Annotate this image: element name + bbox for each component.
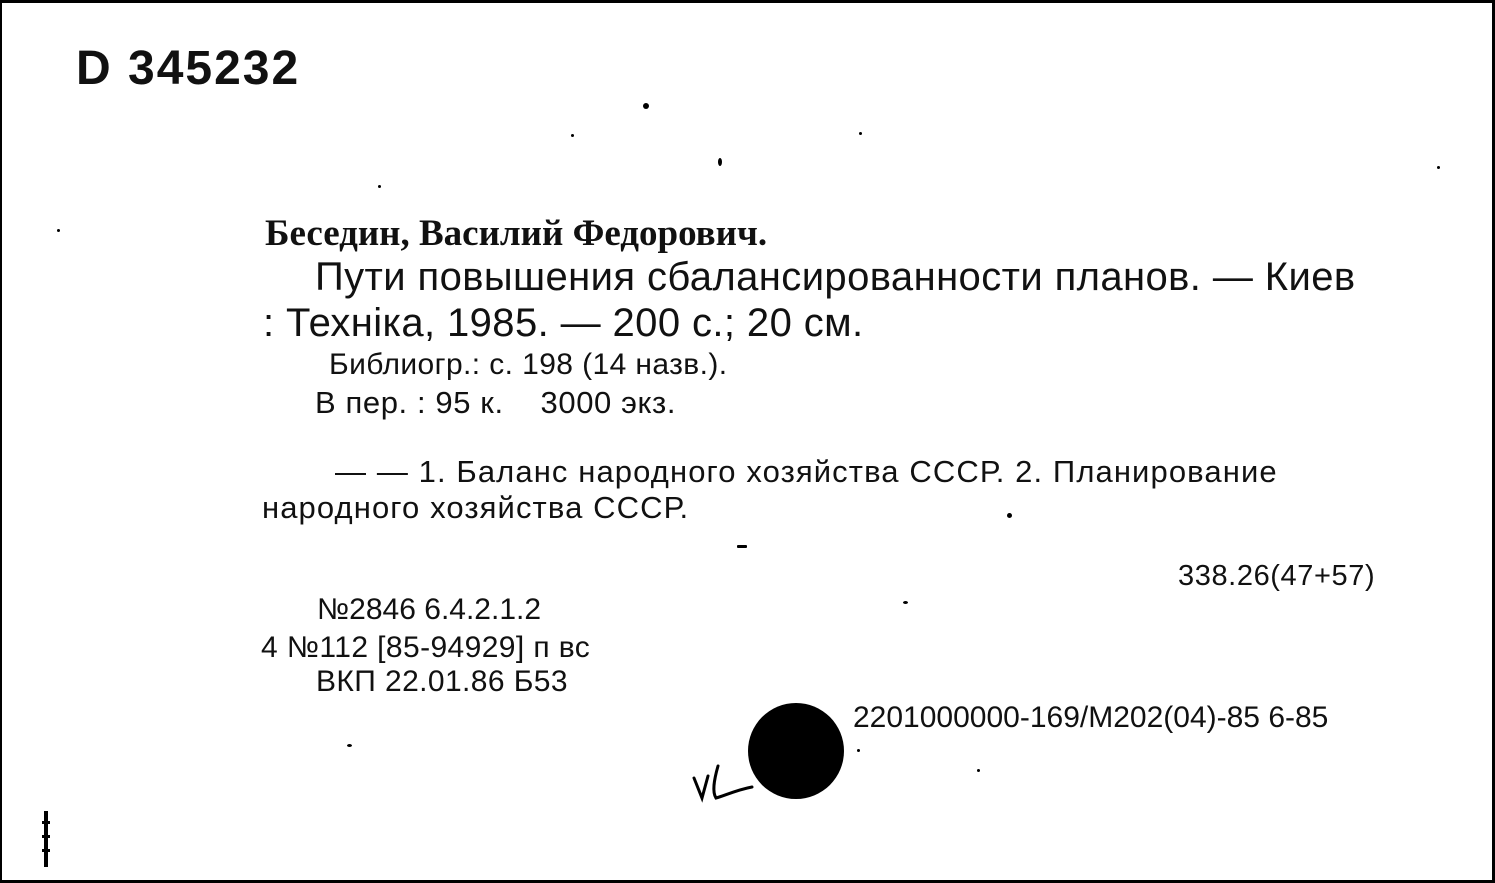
price-copies-note: В пер. : 95 к. 3000 экз.: [315, 385, 677, 420]
dust-speck: [977, 769, 980, 772]
dust-speck: [718, 158, 722, 166]
author-heading: Беседин, Василий Федорович.: [265, 213, 768, 254]
udc-classification: 338.26(47+57): [1178, 560, 1376, 592]
dust-speck: [571, 134, 574, 137]
bibliography-note: Библиогр.: с. 198 (14 назв.).: [329, 348, 728, 381]
call-number: D 345232: [76, 42, 301, 95]
order-code-1: №2846 6.4.2.1.2: [317, 593, 542, 626]
dust-speck: [859, 132, 862, 135]
subject-headings-line-2: народного хозяйства СССР.: [262, 490, 690, 525]
subject-headings-line-1: — — 1. Баланс народного хозяйства СССР. 2. Планирование: [335, 454, 1278, 489]
dust-speck: [903, 601, 908, 604]
title-line-1: Пути повышения сбалансированности планов. — Киев: [315, 255, 1356, 299]
isbn-code: 2201000000-169/М202(04)-85 6-85: [853, 701, 1329, 734]
dust-speck: [1437, 166, 1440, 169]
dust-speck: [1007, 513, 1012, 518]
handwritten-mark-icon: [690, 760, 760, 805]
punch-hole: [748, 703, 844, 799]
dust-speck: [347, 744, 352, 747]
dust-speck: [643, 103, 649, 109]
edge-mark-icon: [42, 811, 50, 867]
dust-speck: [857, 749, 860, 752]
title-line-2: : Техніка, 1985. — 200 с.; 20 см.: [263, 301, 864, 345]
dust-speck: [737, 545, 747, 548]
order-code-2: 4 №112 [85-94929] п вс: [261, 631, 591, 664]
dust-speck: [57, 229, 60, 232]
dust-speck: [378, 185, 381, 188]
order-code-3: ВКП 22.01.86 Б53: [316, 665, 568, 698]
